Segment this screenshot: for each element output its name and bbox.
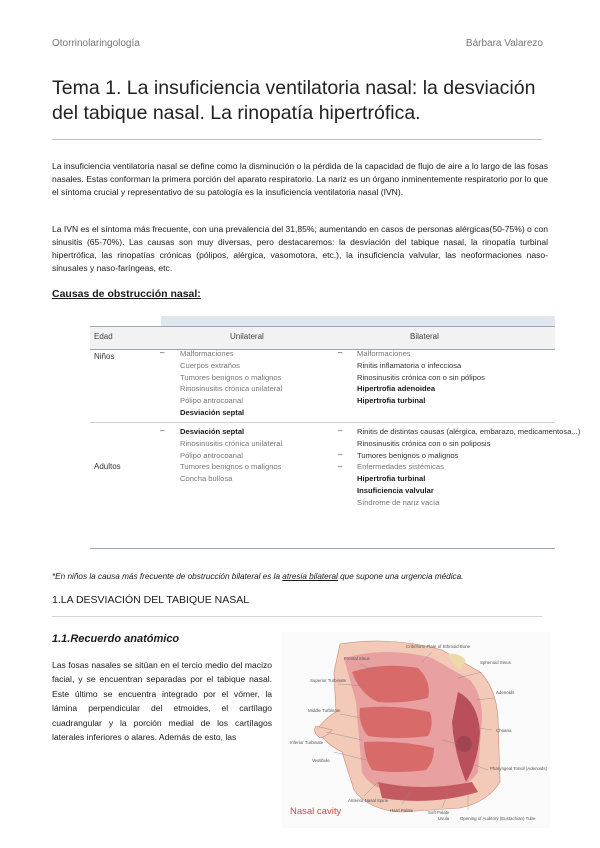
list-item: Concha bullosa — [180, 474, 233, 484]
header-bilateral: Bilateral — [410, 332, 439, 341]
list-item: Rinosinusitis crónica unilateral — [180, 384, 283, 394]
list-item: Enfermedades sistémicas — [357, 462, 444, 472]
table-bottom-border — [90, 548, 555, 549]
title-divider — [52, 139, 542, 140]
list-item: Tumores benignos o malignos — [180, 462, 282, 472]
dash: – — [338, 426, 343, 435]
note-text: *En niños la causa más frecuente de obstrucción bilateral es la — [52, 572, 283, 581]
label-hard-palate: Hard Palate — [390, 808, 414, 813]
causes-heading: Causas de obstrucción nasal: — [52, 288, 201, 300]
list-item: Desviación septal — [180, 427, 245, 436]
dash: – — [160, 348, 165, 357]
list-item: Cuerpos extraños — [180, 360, 240, 370]
list-item: Insuficiencia valvular — [357, 485, 434, 495]
list-item: Rinitis de distintas causas (alérgica, embarazo, medicamentosa...) — [357, 427, 581, 436]
note-text-end: que supone una urgencia médica. — [337, 572, 464, 581]
list-item: Síndrome de nariz vacía — [357, 497, 440, 507]
list-item: Rinosinusitis crónica con o sin poliposis — [357, 438, 491, 448]
table-top-band — [161, 316, 555, 326]
label-frontal-sinus: Frontal Sinus — [344, 656, 370, 661]
header-author: Bárbara Valarezo — [465, 38, 543, 49]
section-heading-desviacion: 1.LA DESVIACIÓN DEL TABIQUE NASAL — [52, 594, 250, 606]
page-title: Tema 1. La insuficiencia ventilatoria nasal: la desviación del tabique nasal. La rinopatía hipertrófica. — [52, 77, 536, 124]
figure-title: Nasal cavity — [290, 806, 342, 817]
label-adenoids: Adenoids — [496, 690, 515, 695]
anatomy-paragraph: Las fosas nasales se sitúan en el tercio medio del macizo facial, y se encuentran separadas por el tabique nasal. Este último se encuentra integrado por el vómer, la lámina perpendicular del etmoides, el cartílago cuadrangular y la porción medial de los cartílagos laterales inferiores o alares. Además de esto, las — [52, 660, 272, 743]
dash: – — [160, 426, 165, 435]
label-inferior-turbinate: Inferior Turbinate — [290, 740, 324, 745]
list-item: Tumores benignos o malignos — [357, 450, 459, 460]
label-superior-turbinate: Superior Turbinate — [310, 678, 347, 683]
label-soft-palate: Soft Palate — [428, 810, 450, 815]
adultos-bilateral-list — [357, 426, 580, 509]
intro-paragraph: La insuficiencia ventilatoria nasal se define como la disminución o la pérdida de la capacidad de flujo de aire a lo largo de las fosas nasales. Estas conforman la primera porción del aparato respiratorio. La nariz es un órgano inminentemente respiratorio por lo que el síntoma crucial y representativo de su patología es la insuficiencia ventilatoria nasal (IVN). — [52, 161, 548, 197]
list-item: Malformaciones — [180, 349, 234, 358]
header-subject: Otorrinolaringología — [52, 38, 140, 49]
dash: – — [338, 348, 343, 357]
ninos-bilateral-list — [357, 348, 485, 407]
pediatric-note — [52, 572, 552, 581]
header-edad: Edad — [94, 332, 113, 341]
label-sphenoid-sinus: Sphenoid Sinus — [480, 660, 511, 665]
ninos-unilateral-list — [180, 348, 282, 419]
list-item: Pólipo antrocoanal — [180, 396, 243, 406]
table-header-row — [90, 326, 555, 350]
list-item: Rinosinusitis crónica unilateral — [180, 438, 283, 448]
row-label-adultos: Adultos — [94, 462, 121, 471]
row-separator — [90, 422, 555, 423]
label-auditory-tube: Opening of Auditory (Eustachian) Tube — [460, 816, 536, 821]
nasal-cavity-figure — [282, 632, 550, 828]
list-item: Desviación septal — [180, 407, 245, 417]
row-label-ninos: Niños — [94, 352, 115, 361]
adultos-unilateral-list — [180, 426, 282, 485]
list-item: Hipertrofia turbinal — [357, 396, 426, 406]
label-vestibule: Vestibule — [312, 758, 330, 763]
section-divider — [52, 616, 542, 617]
subsection-heading-anatomico: 1.1.Recuerdo anatómico — [52, 633, 180, 645]
note-atresia-term: atresia bilateral — [282, 572, 338, 581]
dash: – — [338, 450, 343, 459]
list-item: Pólipo antrocoanal — [180, 450, 243, 460]
list-item: Hipertrofia turbinal — [357, 474, 426, 484]
list-item: Rinosinusitis crónica con o sin pólipos — [357, 372, 485, 382]
obstruction-table — [90, 316, 581, 550]
dash: – — [338, 462, 343, 471]
label-choana: Choana — [496, 728, 512, 733]
label-middle-turbinate: Middle Turbinate — [308, 708, 341, 713]
label-cribriform-plate: Cribriform Plate of Ethmoid Bone — [406, 644, 471, 649]
label-pharyngeal-tonsil: Pharyngeal Tonsil (Adenoids) — [490, 766, 548, 771]
list-item: Malformaciones — [357, 349, 411, 358]
header-unilateral: Unilateral — [230, 332, 264, 341]
list-item: Hipertrofia adenoidea — [357, 384, 436, 394]
nasal-cavity-illustration — [282, 632, 550, 828]
prevalence-paragraph: La IVN es el síntoma más frecuente, con una prevalencia del 31,85%; aumentando en casos de personas alérgicas(50-75%) o con sinusitis (65-70%). Las causas son muy diversas, pero destacaremos: la desviación del tabique nasal, la rinopatía turbinal hipertrófica, las rinopatías crónicas (pólipos, alérgica, vasomotora, etc.), la insuficiencia valvular, las neoformaciones naso-sinusales y naso-faríngeas, etc. — [52, 224, 548, 273]
list-item: Rinitis inflamatoria o infecciosa — [357, 360, 462, 370]
label-anterior-nasal-spine: Anterior Nasal Spine — [348, 798, 389, 803]
label-uvula: Uvula — [438, 816, 450, 821]
list-item: Tumores benignos o malignos — [180, 372, 282, 382]
